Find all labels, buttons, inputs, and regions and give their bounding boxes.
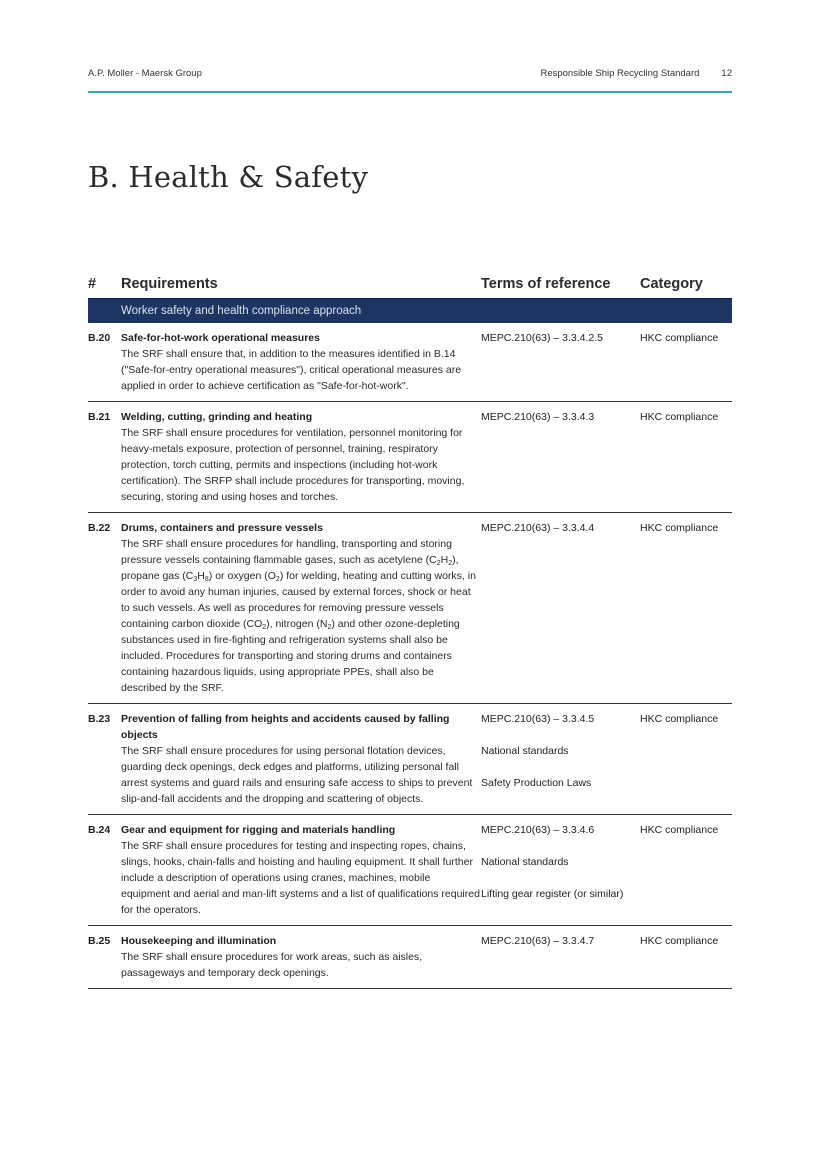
document-title: Responsible Ship Recycling Standard — [540, 68, 700, 79]
terms-cell — [481, 926, 640, 989]
terms-item: Safety Production Laws — [481, 777, 592, 789]
table-row — [88, 926, 732, 989]
category-cell: HKC compliance — [640, 402, 732, 513]
requirement-title: Prevention of falling from heights and accidents caused by falling objects — [121, 713, 450, 741]
requirement-body: The SRF shall ensure procedures for work areas, such as aisles, passageways and temporary deck openings. — [121, 951, 423, 979]
terms-cell — [481, 513, 640, 704]
requirement-id: B.23 — [88, 704, 121, 815]
page-number: 12 — [721, 68, 732, 79]
terms-item: Lifting gear register (or similar) — [481, 888, 624, 900]
page-title: B. Health & Safety — [88, 160, 369, 194]
category-cell: HKC compliance — [640, 815, 732, 926]
requirements-table — [88, 272, 732, 989]
terms-item: MEPC.210(63) – 3.3.4.2.5 — [481, 332, 603, 344]
requirement-id: B.20 — [88, 323, 121, 402]
table-row — [88, 704, 732, 815]
section-label: Worker safety and health compliance approach — [121, 299, 732, 324]
requirement-title: Drums, containers and pressure vessels — [121, 522, 323, 534]
terms-item: National standards — [481, 745, 569, 757]
requirement-id: B.21 — [88, 402, 121, 513]
category-cell: HKC compliance — [640, 513, 732, 704]
category-cell: HKC compliance — [640, 704, 732, 815]
requirement-body: The SRF shall ensure procedures for testing and inspecting ropes, chains, slings, hooks, chain-falls and hoisting and hauling equipment. It shall further include a description of operations using cranes, machines, mobile equipment and aerial and man-lift systems and a list of qualifications required for the operators. — [121, 840, 480, 916]
requirement-title: Housekeeping and illumination — [121, 935, 277, 947]
column-header-num: # — [88, 276, 97, 292]
terms-item: MEPC.210(63) – 3.3.4.5 — [481, 713, 595, 725]
requirement-title: Gear and equipment for rigging and materials handling — [121, 824, 396, 836]
column-header-terms: Terms of reference — [481, 276, 611, 292]
terms-cell — [481, 704, 640, 815]
terms-item: National standards — [481, 856, 569, 868]
document-title-and-page — [540, 68, 732, 79]
table-row — [88, 513, 732, 704]
requirement-body: The SRF shall ensure procedures for handling, transporting and storing pressure vessels containing flammable gases, such as acetylene $(C_2H_2)$, propane gas $(C_3H_8)$ or oxygen $(O_2)$ for welding, heating and cutting works, in order to avoid any human injuries, caused by external forces, shock or heat to such vessels. As well as procedures for removing pressure vessels containing carbon dioxide $(CO_2)$, nitrogen $(N_2)$ and other ozone-depleting substances used in fire-fighting and refrigeration systems shall also be included. Procedures for transporting and storing drums and containers containing hazardous liquids, using appropriate PPEs, shall also be described by the SRF. — [121, 538, 476, 694]
requirement-body: The SRF shall ensure procedures for using personal flotation devices, guarding deck openings, deck edges and platforms, utilizing personal fall arrest systems and guard rails and ensuring safe access to ships to prevent slip-and-fall accidents and the dropping and scattering of objects. — [121, 745, 473, 805]
requirement-title: Welding, cutting, grinding and heating — [121, 411, 313, 423]
requirement-body: The SRF shall ensure that, in addition to the measures identified in B.14 ("Safe-for-entry operational measures"), critical operational measures are applied in order to achieve certification as "Safe-for-hot-work". — [121, 348, 462, 392]
requirement-body: The SRF shall ensure procedures for ventilation, personnel monitoring for heavy-metals exposure, protection of personnel, training, respiratory protection, torch cutting, permits and inspections (including hot-work certification). The SRFP shall include procedures for transporting, moving, securing, storing and using hoses and torches. — [121, 427, 465, 503]
requirement-title: Safe-for-hot-work operational measures — [121, 332, 320, 344]
terms-cell — [481, 402, 640, 513]
requirement-id: B.22 — [88, 513, 121, 704]
requirement-cell — [121, 323, 481, 402]
table-row — [88, 815, 732, 926]
terms-cell — [481, 815, 640, 926]
requirement-id: B.24 — [88, 815, 121, 926]
terms-item: MEPC.210(63) – 3.3.4.3 — [481, 411, 595, 423]
table-row — [88, 323, 732, 402]
category-cell: HKC compliance — [640, 323, 732, 402]
category-cell: HKC compliance — [640, 926, 732, 989]
header-divider — [88, 91, 732, 93]
page-header — [88, 68, 732, 82]
terms-item: MEPC.210(63) – 3.3.4.6 — [481, 824, 595, 836]
table-row — [88, 402, 732, 513]
terms-item: MEPC.210(63) – 3.3.4.4 — [481, 522, 595, 534]
requirement-id: B.25 — [88, 926, 121, 989]
requirement-cell — [121, 926, 481, 989]
company-name: A.P. Moller - Maersk Group — [88, 68, 202, 79]
requirement-cell — [121, 513, 481, 704]
requirement-cell — [121, 402, 481, 513]
table-header-row — [88, 272, 732, 299]
terms-item: MEPC.210(63) – 3.3.4.7 — [481, 935, 595, 947]
requirement-cell — [121, 704, 481, 815]
section-header-row — [88, 299, 732, 324]
requirement-cell — [121, 815, 481, 926]
column-header-requirements: Requirements — [121, 276, 218, 292]
terms-cell — [481, 323, 640, 402]
column-header-category: Category — [640, 276, 703, 292]
